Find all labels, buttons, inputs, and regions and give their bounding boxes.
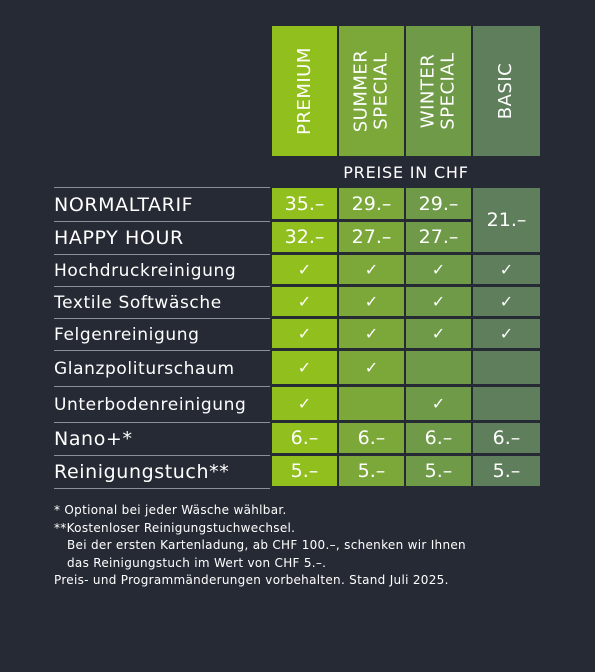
- cell-winter-special: 5.–: [406, 456, 471, 486]
- cell-winter-special: 29.–: [406, 188, 471, 219]
- cell-summer-special: 29.–: [339, 188, 404, 219]
- cell-premium: 35.–: [272, 188, 337, 219]
- cell-summer-special: 5.–: [339, 456, 404, 486]
- cell-summer-special: 27.–: [339, 222, 404, 252]
- check-icon-premium: ✓: [272, 255, 337, 284]
- column-header-label: PREMIUM: [293, 47, 315, 135]
- check-icon-basic: ✓: [473, 287, 540, 316]
- check-icon-premium: ✓: [272, 319, 337, 348]
- column-header-label: SUMMER SPECIAL: [350, 49, 392, 133]
- cell-summer-special: [339, 387, 404, 420]
- check-icon-premium: ✓: [272, 351, 337, 384]
- check-icon-summer-special: ✓: [339, 255, 404, 284]
- row-label: Reinigungstuch**: [54, 461, 230, 483]
- column-header-winter-special: [406, 26, 471, 156]
- footnote-2: **Kostenloser Reinigungstuchwechsel.: [54, 520, 296, 535]
- cell-basic: [473, 387, 540, 420]
- column-header-summer-special: [339, 26, 404, 156]
- footnote-1: * Optional bei jeder Wäsche wählbar.: [54, 503, 287, 517]
- cell-winter-special: 27.–: [406, 222, 471, 252]
- check-icon-winter-special: ✓: [406, 255, 471, 284]
- column-header-label: WINTER SPECIAL: [417, 52, 459, 130]
- cell-basic: 21.–: [473, 188, 540, 252]
- footnote-4: das Reinigungstuch im Wert von CHF 5.–.: [67, 555, 327, 570]
- cell-basic: 5.–: [473, 456, 540, 486]
- column-header-premium: [272, 26, 337, 156]
- check-icon-premium: ✓: [272, 287, 337, 316]
- cell-winter-special: [406, 351, 471, 384]
- check-icon-summer-special: ✓: [339, 287, 404, 316]
- footnote-5: Preis- und Programmänderungen vorbehalten. Stand Juli 2025.: [54, 573, 449, 587]
- row-label: HAPPY HOUR: [54, 227, 184, 249]
- cell-basic: 6.–: [473, 423, 540, 453]
- row-divider: [54, 488, 270, 489]
- footnote-3: Bei der ersten Kartenladung, ab CHF 100.–, schenken wir Ihnen: [67, 538, 466, 552]
- row-label: Unterbodenreinigung: [54, 394, 247, 415]
- row-label: Felgenreinigung: [54, 324, 200, 345]
- column-header-basic: [473, 26, 540, 156]
- check-icon-summer-special: ✓: [339, 319, 404, 348]
- row-label: Textile Softwäsche: [54, 292, 222, 313]
- check-icon-premium: ✓: [272, 387, 337, 420]
- check-icon-winter-special: ✓: [406, 287, 471, 316]
- row-label: Glanzpoliturschaum: [54, 358, 235, 379]
- row-label: Nano+*: [54, 428, 133, 450]
- cell-basic: [473, 351, 540, 384]
- check-icon-basic: ✓: [473, 255, 540, 284]
- row-label: NORMALTARIF: [54, 193, 194, 216]
- cell-winter-special: 6.–: [406, 423, 471, 453]
- check-icon-winter-special: ✓: [406, 387, 471, 420]
- check-icon-summer-special: ✓: [339, 351, 404, 384]
- footnotes: [54, 502, 554, 590]
- cell-summer-special: 6.–: [339, 423, 404, 453]
- prices-label: PREISE IN CHF: [343, 163, 469, 182]
- column-header-label: BASIC: [495, 62, 517, 120]
- cell-premium: 32.–: [272, 222, 337, 252]
- cell-premium: 5.–: [272, 456, 337, 486]
- cell-premium: 6.–: [272, 423, 337, 453]
- row-label: Hochdruckreinigung: [54, 260, 237, 281]
- check-icon-winter-special: ✓: [406, 319, 471, 348]
- check-icon-basic: ✓: [473, 319, 540, 348]
